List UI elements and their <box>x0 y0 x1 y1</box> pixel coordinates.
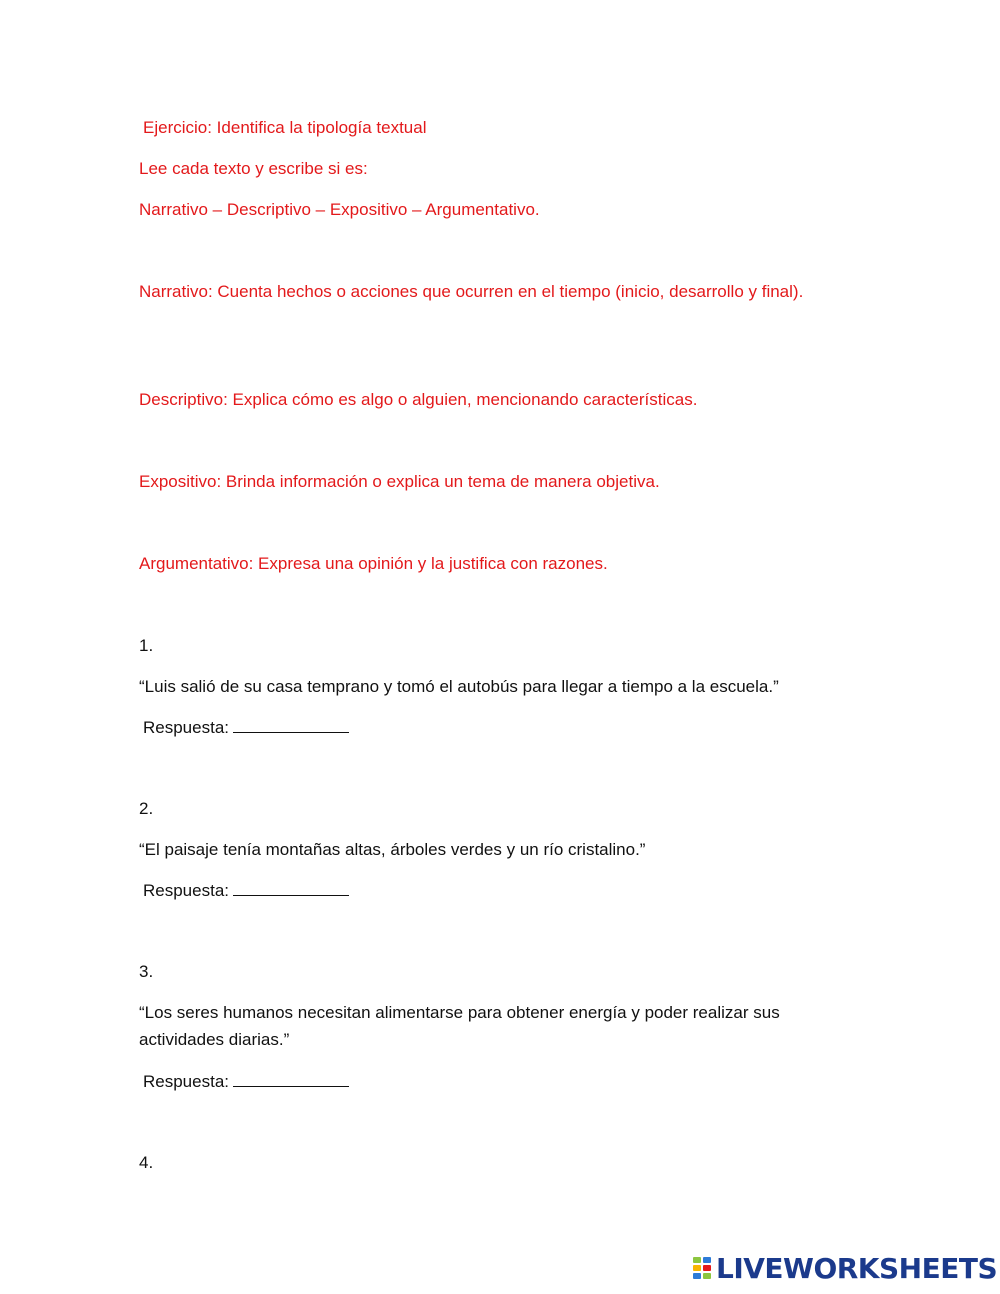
answer-label: Respuesta: <box>143 881 229 900</box>
exercise-title: Ejercicio: Identifica la tipología textual <box>143 118 427 137</box>
answer-row <box>143 877 349 904</box>
liveworksheets-logo-icon <box>692 1256 712 1280</box>
answer-field[interactable] <box>233 714 349 733</box>
type-options: Narrativo – Descriptivo – Expositivo – Argumentativo. <box>139 200 540 219</box>
answer-field[interactable] <box>233 877 349 896</box>
question-number: 4. <box>139 1153 154 1172</box>
brand-name: LIVEWORKSHEETS <box>716 1251 998 1285</box>
liveworksheets-logo[interactable] <box>692 1252 997 1284</box>
definition-expositivo: Expositivo: Brinda información o explica un tema de manera objetiva. <box>139 472 660 491</box>
instruction-prompt: Lee cada texto y escribe si es: <box>139 159 368 178</box>
answer-row <box>143 1068 349 1095</box>
definition-narrativo: Narrativo: Cuenta hechos o acciones que ocurren en el tiempo (inicio, desarrollo y final). <box>139 282 804 301</box>
question-number: 2. <box>139 799 154 818</box>
answer-label: Respuesta: <box>143 718 229 737</box>
definition-argumentativo: Argumentativo: Expresa una opinión y la justifica con razones. <box>139 554 608 573</box>
answer-field[interactable] <box>233 1068 349 1087</box>
question-text: “Los seres humanos necesitan alimentarse para obtener energía y poder realizar sus actividades diarias.” <box>139 1003 780 1049</box>
answer-row <box>143 714 349 741</box>
question-number: 3. <box>139 962 154 981</box>
question-number: 1. <box>139 636 154 655</box>
answer-label: Respuesta: <box>143 1072 229 1091</box>
definition-descriptivo: Descriptivo: Explica cómo es algo o alguien, mencionando características. <box>139 390 698 409</box>
question-text: “Luis salió de su casa temprano y tomó el autobús para llegar a tiempo a la escuela.” <box>139 677 779 696</box>
question-text: “El paisaje tenía montañas altas, árboles verdes y un río cristalino.” <box>139 840 646 859</box>
